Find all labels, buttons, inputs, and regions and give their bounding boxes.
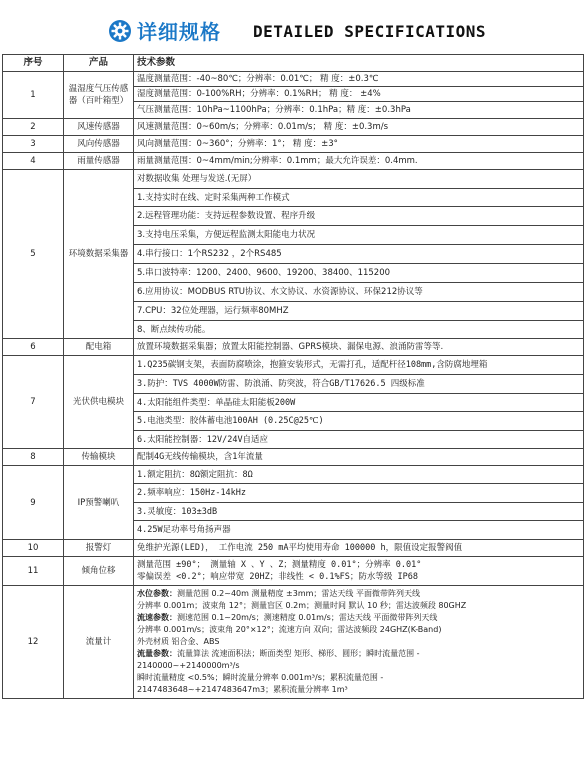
- param-cell: 1.额定阻抗：8Ω额定阻抗：8Ω: [134, 466, 584, 484]
- table-header-row: [3, 55, 584, 72]
- param-cell: 1.支持实时在线、定时采集两种工作模式: [134, 189, 584, 207]
- param-cell: 4.25W足功率号角扬声器: [134, 521, 584, 540]
- param-line-label: 流速参数：: [137, 613, 177, 622]
- table-row: [3, 557, 584, 586]
- param-line-text: 测速范围 0.1~20m/s；测速精度 0.01m/s；雷达天线 平面微带阵列天线: [177, 613, 438, 622]
- param-cell: 温度测量范围：-40~80℃；分辨率：0.01℃； 精 度：±0.3℃: [134, 72, 584, 87]
- param-line: [137, 612, 580, 624]
- table-row: [3, 586, 584, 699]
- row-number: 10: [3, 540, 64, 557]
- row-number: 4: [3, 153, 64, 170]
- col-header-product: 产品: [64, 55, 134, 72]
- product-name: 倾角位移: [64, 557, 134, 586]
- row-number: 7: [3, 356, 64, 449]
- param-cell: 雨量测量范围：0~4mm/min;分辨率：0.1mm；最大允许误差：0.4mm.: [134, 153, 584, 170]
- param-line: 零偏误差 <0.2°；响应带宽 20HZ；非线性 < 0.1%FS；防水等级 IP68: [137, 572, 418, 582]
- param-cell: 3.防护：TVS 4000W防雷、防浪涌、防突波，符合GB/T17626.5 四级标准: [134, 375, 584, 394]
- param-cell: 放置环境数据采集器；放置太阳能控制器、GPRS模块、漏保电源、浪涌防雷等等.: [134, 339, 584, 356]
- param-line-text: 2147483648~+2147483647m3；累积流量分辨率 1m³: [137, 685, 348, 694]
- col-header-params: 技术参数: [134, 55, 584, 72]
- param-line: [137, 636, 580, 648]
- param-cell: 6.应用协议：MODBUS RTU协议、水文协议、水资源协议、环保212协议等: [134, 283, 584, 302]
- table-row: [3, 339, 584, 356]
- gear-logo-icon: [108, 19, 132, 43]
- param-line-text: 2140000~+2140000m³/s: [137, 661, 240, 670]
- param-cell: 配制4G无线传输模块，含1年流量: [134, 449, 584, 466]
- table-row: [3, 356, 584, 375]
- param-cell: [134, 586, 584, 699]
- param-cell: 8、断点续传功能。: [134, 321, 584, 339]
- product-name: 环境数据采集器: [64, 170, 134, 339]
- param-line-text: 分辨率 0.001m/s；波束角 20°×12°；流速方向 双向；雷达波频段 24GHZ(K-Band): [137, 625, 442, 634]
- param-cell: 2.频率响应：150Hz-14kHz: [134, 484, 584, 503]
- product-name: 配电箱: [64, 339, 134, 356]
- spec-table-body: [3, 72, 584, 699]
- product-name: 温湿度气压传感器（百叶箱型）: [64, 72, 134, 119]
- table-row: [3, 466, 584, 484]
- product-name: 风向传感器: [64, 136, 134, 153]
- param-cell: 对数据收集 处理与发送.(无屏）: [134, 170, 584, 189]
- param-line: 测量范围 ±90°； 测量轴 X 、Y 、Z；测量精度 0.01°；分辨率 0.01°: [137, 560, 422, 570]
- param-cell: 湿度测量范围：0-100%RH；分辨率：0.1%RH； 精 度： ±4%: [134, 87, 584, 102]
- param-line: [137, 600, 580, 612]
- param-cell: 气压测量范围：10hPa~1100hPa；分辨率：0.1hPa；精 度：±0.3hPa: [134, 102, 584, 119]
- product-name: 流量计: [64, 586, 134, 699]
- param-line-text: 瞬时流量精度 <0.5%；瞬时流量分辨率 0.001m³/s；累积流量范围 -: [137, 673, 384, 682]
- param-line-text: 测量范围 0.2~40m 测量精度 ±3mm；雷达天线 平面微带阵列天线: [177, 589, 420, 598]
- param-cell: 3.支持电压采集，方便远程监测太阳能电力状况: [134, 226, 584, 245]
- table-row: [3, 449, 584, 466]
- param-cell: 风速测量范围：0~60m/s；分辨率：0.01m/s； 精 度：±0.3m/s: [134, 119, 584, 136]
- param-line: [137, 660, 580, 672]
- param-cell: 1.Q235碳钢支架，表面防腐喷涂，抱箍安装形式，无需打孔，适配杆径108mm,含防腐地埋箱: [134, 356, 584, 375]
- product-name: 风速传感器: [64, 119, 134, 136]
- table-row: [3, 153, 584, 170]
- param-cell: 7.CPU：32位处理器，运行频率80MHZ: [134, 302, 584, 321]
- param-line-label: 流量参数：: [137, 649, 177, 658]
- param-line: [137, 672, 580, 684]
- param-cell: 2.远程管理功能：支持远程参数设置、程序升级: [134, 207, 584, 226]
- page-title-cn: 详细规格: [137, 20, 221, 44]
- param-line: [137, 588, 580, 600]
- row-number: 11: [3, 557, 64, 586]
- product-name: 光伏供电模块: [64, 356, 134, 449]
- product-name: 传输模块: [64, 449, 134, 466]
- param-line-text: 分辨率 0.001m；波束角 12°；测量盲区 0.2m；测量时间 默认 10 秒；雷达波频段 80GHZ: [137, 601, 467, 610]
- param-cell: 风向测量范围：0~360°；分辨率：1°； 精 度：±3°: [134, 136, 584, 153]
- row-number: 6: [3, 339, 64, 356]
- col-header-no: 序号: [3, 55, 64, 72]
- row-number: 5: [3, 170, 64, 339]
- page-header: [0, 0, 586, 52]
- param-line-label: 水位参数：: [137, 589, 177, 598]
- spec-table: [2, 54, 584, 699]
- param-line: [137, 648, 580, 660]
- row-number: 2: [3, 119, 64, 136]
- param-cell: 4.太阳能组件类型：单晶硅太阳能板200W: [134, 394, 584, 412]
- page-title-en: DETAILED SPECIFICATIONS: [253, 22, 487, 41]
- param-cell: 6.太阳能控制器：12V/24V自适应: [134, 431, 584, 449]
- table-row: [3, 170, 584, 189]
- param-line-text: 外壳材质 铝合金、ABS: [137, 637, 220, 646]
- param-cell: 5.电池类型：胶体蓄电池100AH (0.25C@25℃): [134, 412, 584, 431]
- row-number: 12: [3, 586, 64, 699]
- table-row: [3, 540, 584, 557]
- param-line-text: 流量算法 流速面积法；断面类型 矩形、梯形、圆形；瞬时流量范围 -: [177, 649, 420, 658]
- param-cell: 4.串行接口：1个RS232 ，2个RS485: [134, 245, 584, 264]
- row-number: 8: [3, 449, 64, 466]
- row-number: 9: [3, 466, 64, 540]
- product-name: 雨量传感器: [64, 153, 134, 170]
- table-row: [3, 72, 584, 87]
- param-cell: 免维护光源(LED)， 工作电流 250 mA平均使用寿命 100000 h，限值设定报警阀值: [134, 540, 584, 557]
- row-number: 3: [3, 136, 64, 153]
- param-line: [137, 684, 580, 696]
- product-name: 报警灯: [64, 540, 134, 557]
- param-cell: 5.串口波特率：1200、2400、9600、19200、38400、115200: [134, 264, 584, 283]
- param-cell: [134, 557, 584, 586]
- param-cell: 3.灵敏度：103±3dB: [134, 503, 584, 521]
- product-name: IP预警喇叭: [64, 466, 134, 540]
- row-number: 1: [3, 72, 64, 119]
- param-line: [137, 624, 580, 636]
- table-row: [3, 119, 584, 136]
- table-row: [3, 136, 584, 153]
